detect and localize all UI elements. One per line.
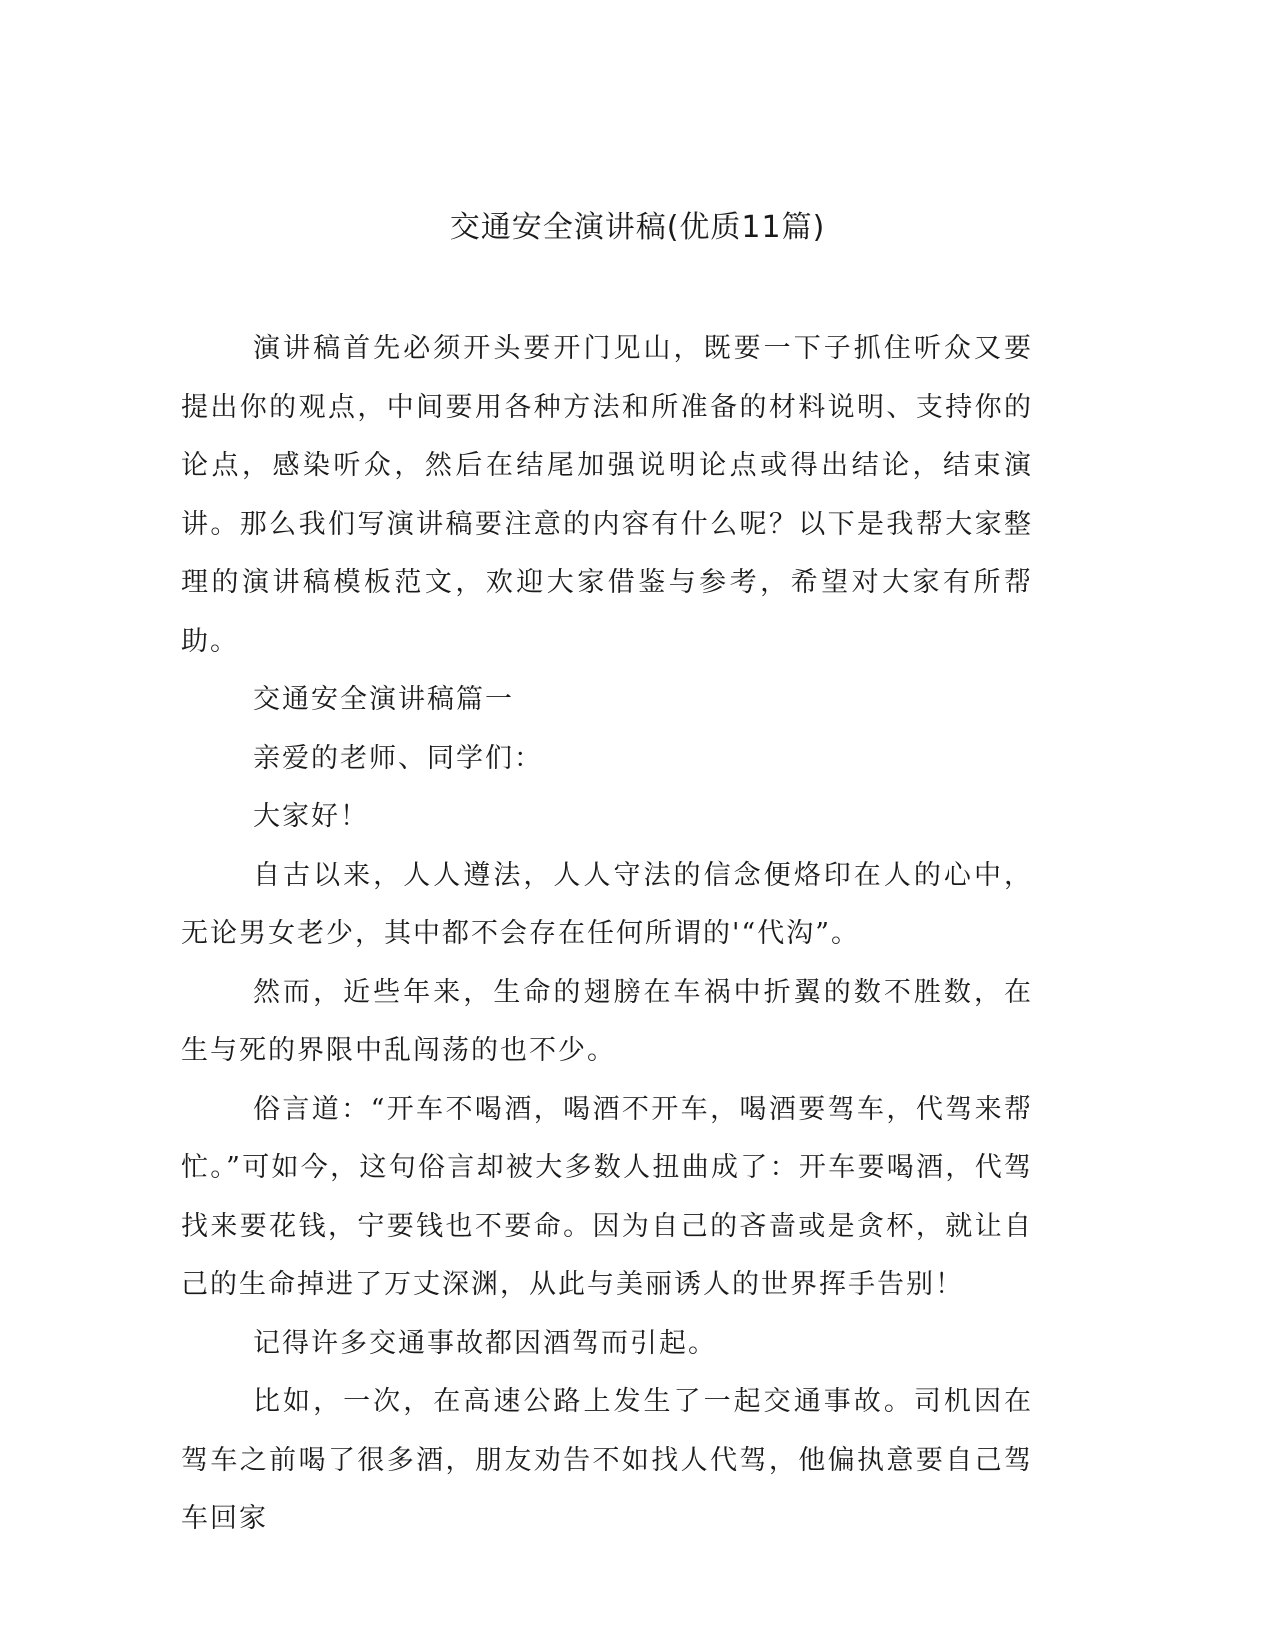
paragraph: 俗言道：“开车不喝酒，喝酒不开车，喝酒要驾车，代驾来帮忙。”可如今，这句俗言却被大多数人扭曲成了：开车要喝酒，代驾找来要花钱，宁要钱也不要命。因为自己的吝啬或是贪杯，就让自己的生命掉进了万丈深渊，从此与美丽诱人的世界挥手告别！ xyxy=(181,1093,1033,1300)
document-body xyxy=(181,320,1033,1549)
paragraph: 自古以来，人人遵法，人人守法的信念便烙印在人的心中，无论男女老少，其中都不会存在任何所谓的'“代沟”。 xyxy=(181,859,1033,949)
paragraph: 比如，一次，在高速公路上发生了一起交通事故。司机因在驾车之前喝了很多酒，朋友劝告不如找人代驾，他偏执意要自己驾车回家 xyxy=(181,1386,1033,1534)
paragraph: 然而，近些年来，生命的翅膀在车祸中折翼的数不胜数，在生与死的界限中乱闯荡的也不少。 xyxy=(181,976,1033,1066)
paragraph-greeting: 大家好！ xyxy=(253,801,369,832)
paragraph-salutation: 亲爱的老师、同学们： xyxy=(253,742,543,774)
section-heading: 交通安全演讲稿篇一 xyxy=(253,684,514,715)
paragraph-intro: 演讲稿首先必须开头要开门见山，既要一下子抓住听众又要提出你的观点，中间要用各种方法和所准备的材料说明、支持你的论点，感染听众，然后在结尾加强说明论点或得出结论，结束演讲。那么我们写演讲稿要注意的内容有什么呢？以下是我帮大家整理的演讲稿模板范文，欢迎大家借鉴与参考，希望对大家有所帮助。 xyxy=(181,333,1033,657)
paragraph: 记得许多交通事故都因酒驾而引起。 xyxy=(253,1327,717,1359)
document-title: 交通安全演讲稿(优质11篇) xyxy=(449,210,826,245)
